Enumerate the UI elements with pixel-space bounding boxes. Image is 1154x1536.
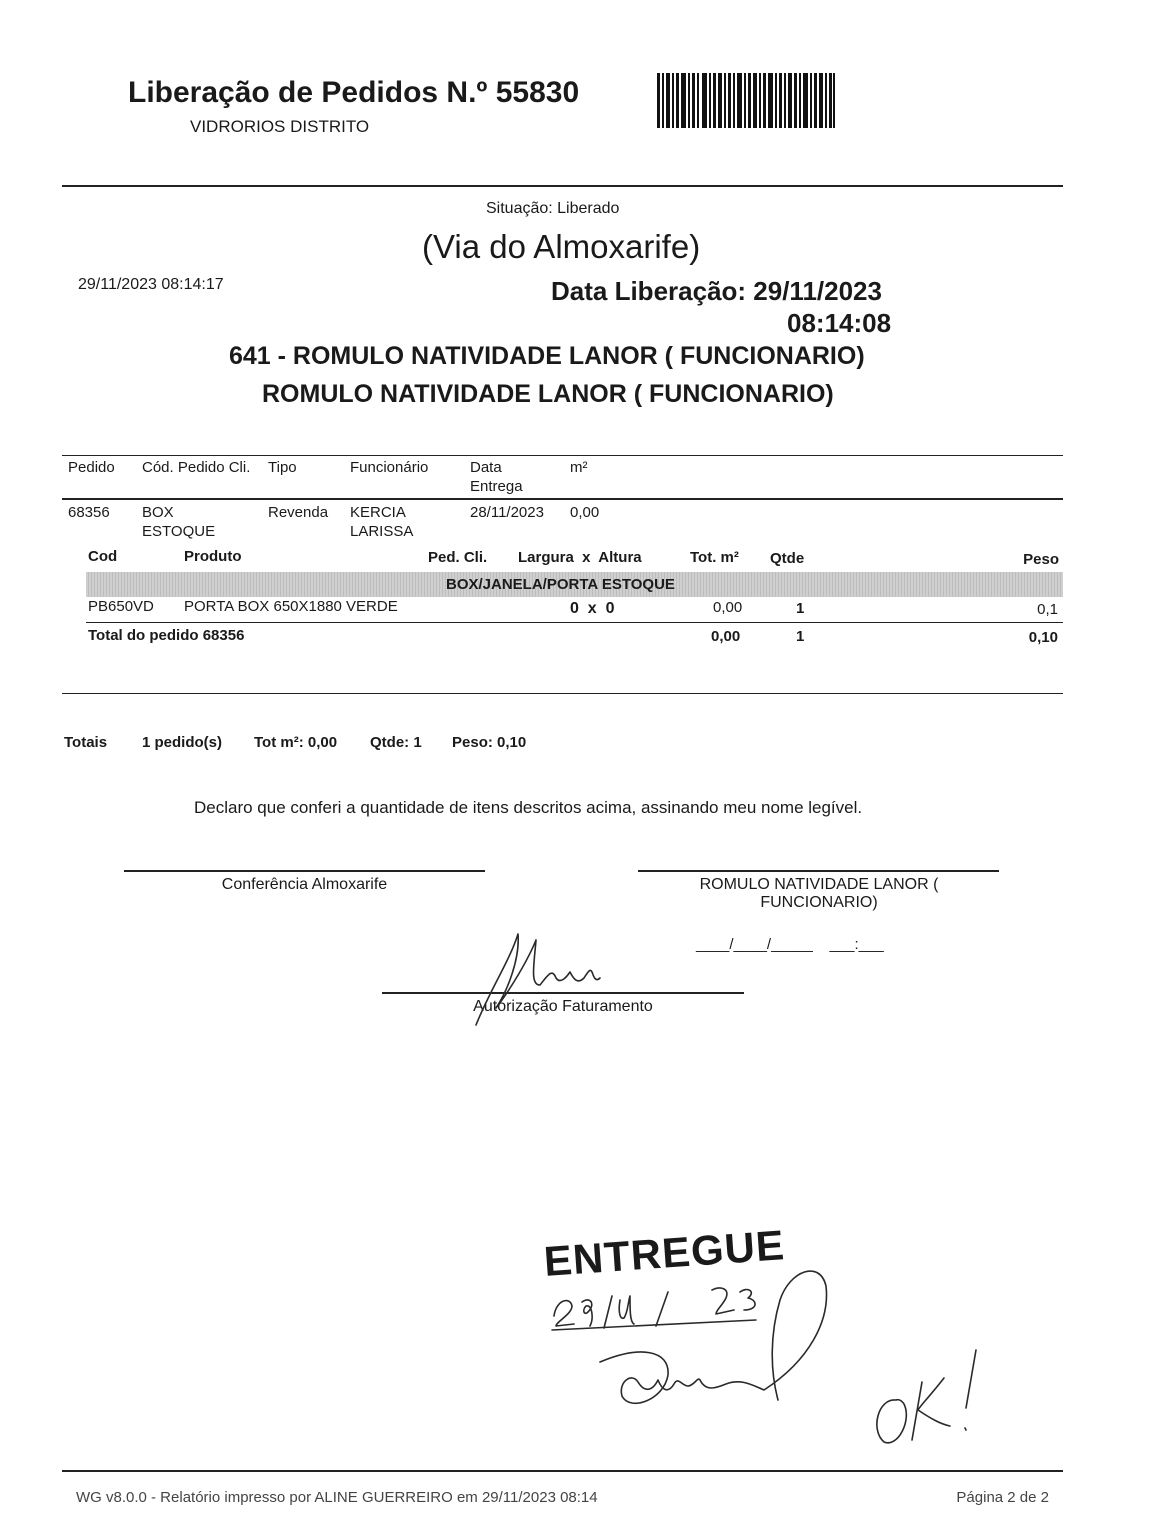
col-header-cod: Cod [88, 548, 118, 565]
order-funcionario-value: KERCIA LARISSA [350, 504, 414, 540]
order-total-m2: 0,00 [711, 628, 741, 645]
item-tot-m2: 0,00 [713, 599, 743, 616]
employee-name: ROMULO NATIVIDADE LANOR ( FUNCIONARIO) [262, 380, 834, 408]
item-qtde: 1 [796, 600, 805, 617]
col-header-qtde: Qtde [770, 550, 805, 567]
release-date: Data Liberação: 29/11/2023 [551, 276, 882, 306]
item-dimensions: 0 x 0 [570, 600, 615, 617]
col-header-tipo: Tipo [268, 459, 297, 476]
signature-date-blank: ____/____/_____ ___:___ [696, 936, 884, 953]
document-title: Liberação de Pedidos N.º 55830 [128, 76, 580, 109]
employee-code-name: 641 - ROMULO NATIVIDADE LANOR ( FUNCIONARIO) [229, 342, 865, 370]
col-header-produto: Produto [184, 548, 242, 565]
order-cod-pedido-cli-value: BOX ESTOQUE [142, 504, 216, 540]
totals-qtde: Qtde: 1 [370, 734, 422, 751]
totals-label: Totais [64, 734, 108, 751]
item-peso: 0,1 [1037, 601, 1058, 618]
printed-timestamp: 29/11/2023 08:14:17 [78, 276, 224, 293]
col-header-funcionario: Funcionário [350, 459, 429, 476]
totals-m2: Tot m²: 0,00 [254, 734, 338, 751]
category-label: BOX/JANELA/PORTA ESTOQUE [446, 576, 675, 593]
order-total-peso: 0,10 [1028, 629, 1058, 646]
col-header-m2: m² [570, 459, 588, 476]
signature-label-conferencia: Conferência Almoxarife [221, 876, 388, 893]
totals-peso: Peso: 0,10 [452, 734, 527, 751]
stamp-underline [552, 1320, 756, 1330]
release-time: 08:14:08 [787, 308, 892, 338]
copy-type: (Via do Almoxarife) [422, 228, 701, 265]
totals-pedidos: 1 pedido(s) [142, 734, 223, 751]
col-header-data-entrega: Data Entrega [470, 459, 523, 495]
delivery-signature [600, 1271, 826, 1403]
declaration-text: Declaro que conferi a quantidade de itens descritos acima, assinando meu nome legível. [194, 798, 863, 817]
status-text: Situação: Liberado [486, 200, 620, 217]
order-m2-value: 0,00 [570, 504, 600, 521]
col-header-cod-pedido-cli: Cód. Pedido Cli. [142, 459, 251, 476]
col-header-largura-altura: Largura x Altura [518, 549, 642, 566]
footer-print-info: WG v8.0.0 - Relatório impresso por ALINE GUERREIRO em 29/11/2023 08:14 [76, 1489, 598, 1506]
signature-label-autorizacao: Autorização Faturamento [473, 998, 653, 1015]
order-data-entrega-value: 28/11/2023 [470, 504, 544, 521]
delivered-stamp: ENTREGUE [542, 1221, 787, 1285]
col-header-peso: Peso [1023, 551, 1059, 568]
item-produto: PORTA BOX 650X1880 VERDE [184, 598, 398, 615]
order-tipo-value: Revenda [268, 504, 329, 521]
footer-divider [62, 1470, 1063, 1472]
signature-label-employee: ROMULO NATIVIDADE LANOR ( FUNCIONARIO) [699, 876, 939, 911]
col-header-pedido: Pedido [68, 459, 115, 476]
item-cod: PB650VD [88, 598, 154, 615]
page-number: Página 2 de 2 [956, 1489, 1049, 1506]
col-header-tot-m2: Tot. m² [690, 549, 739, 566]
authorization-signature [476, 934, 600, 1025]
col-header-ped-cli: Ped. Cli. [428, 549, 488, 566]
company-name: VIDRORIOS DISTRITO [190, 117, 370, 136]
ok-note [877, 1350, 976, 1443]
order-total-qtde: 1 [796, 628, 805, 645]
order-pedido-value: 68356 [68, 504, 110, 521]
order-total-label: Total do pedido 68356 [88, 627, 245, 644]
